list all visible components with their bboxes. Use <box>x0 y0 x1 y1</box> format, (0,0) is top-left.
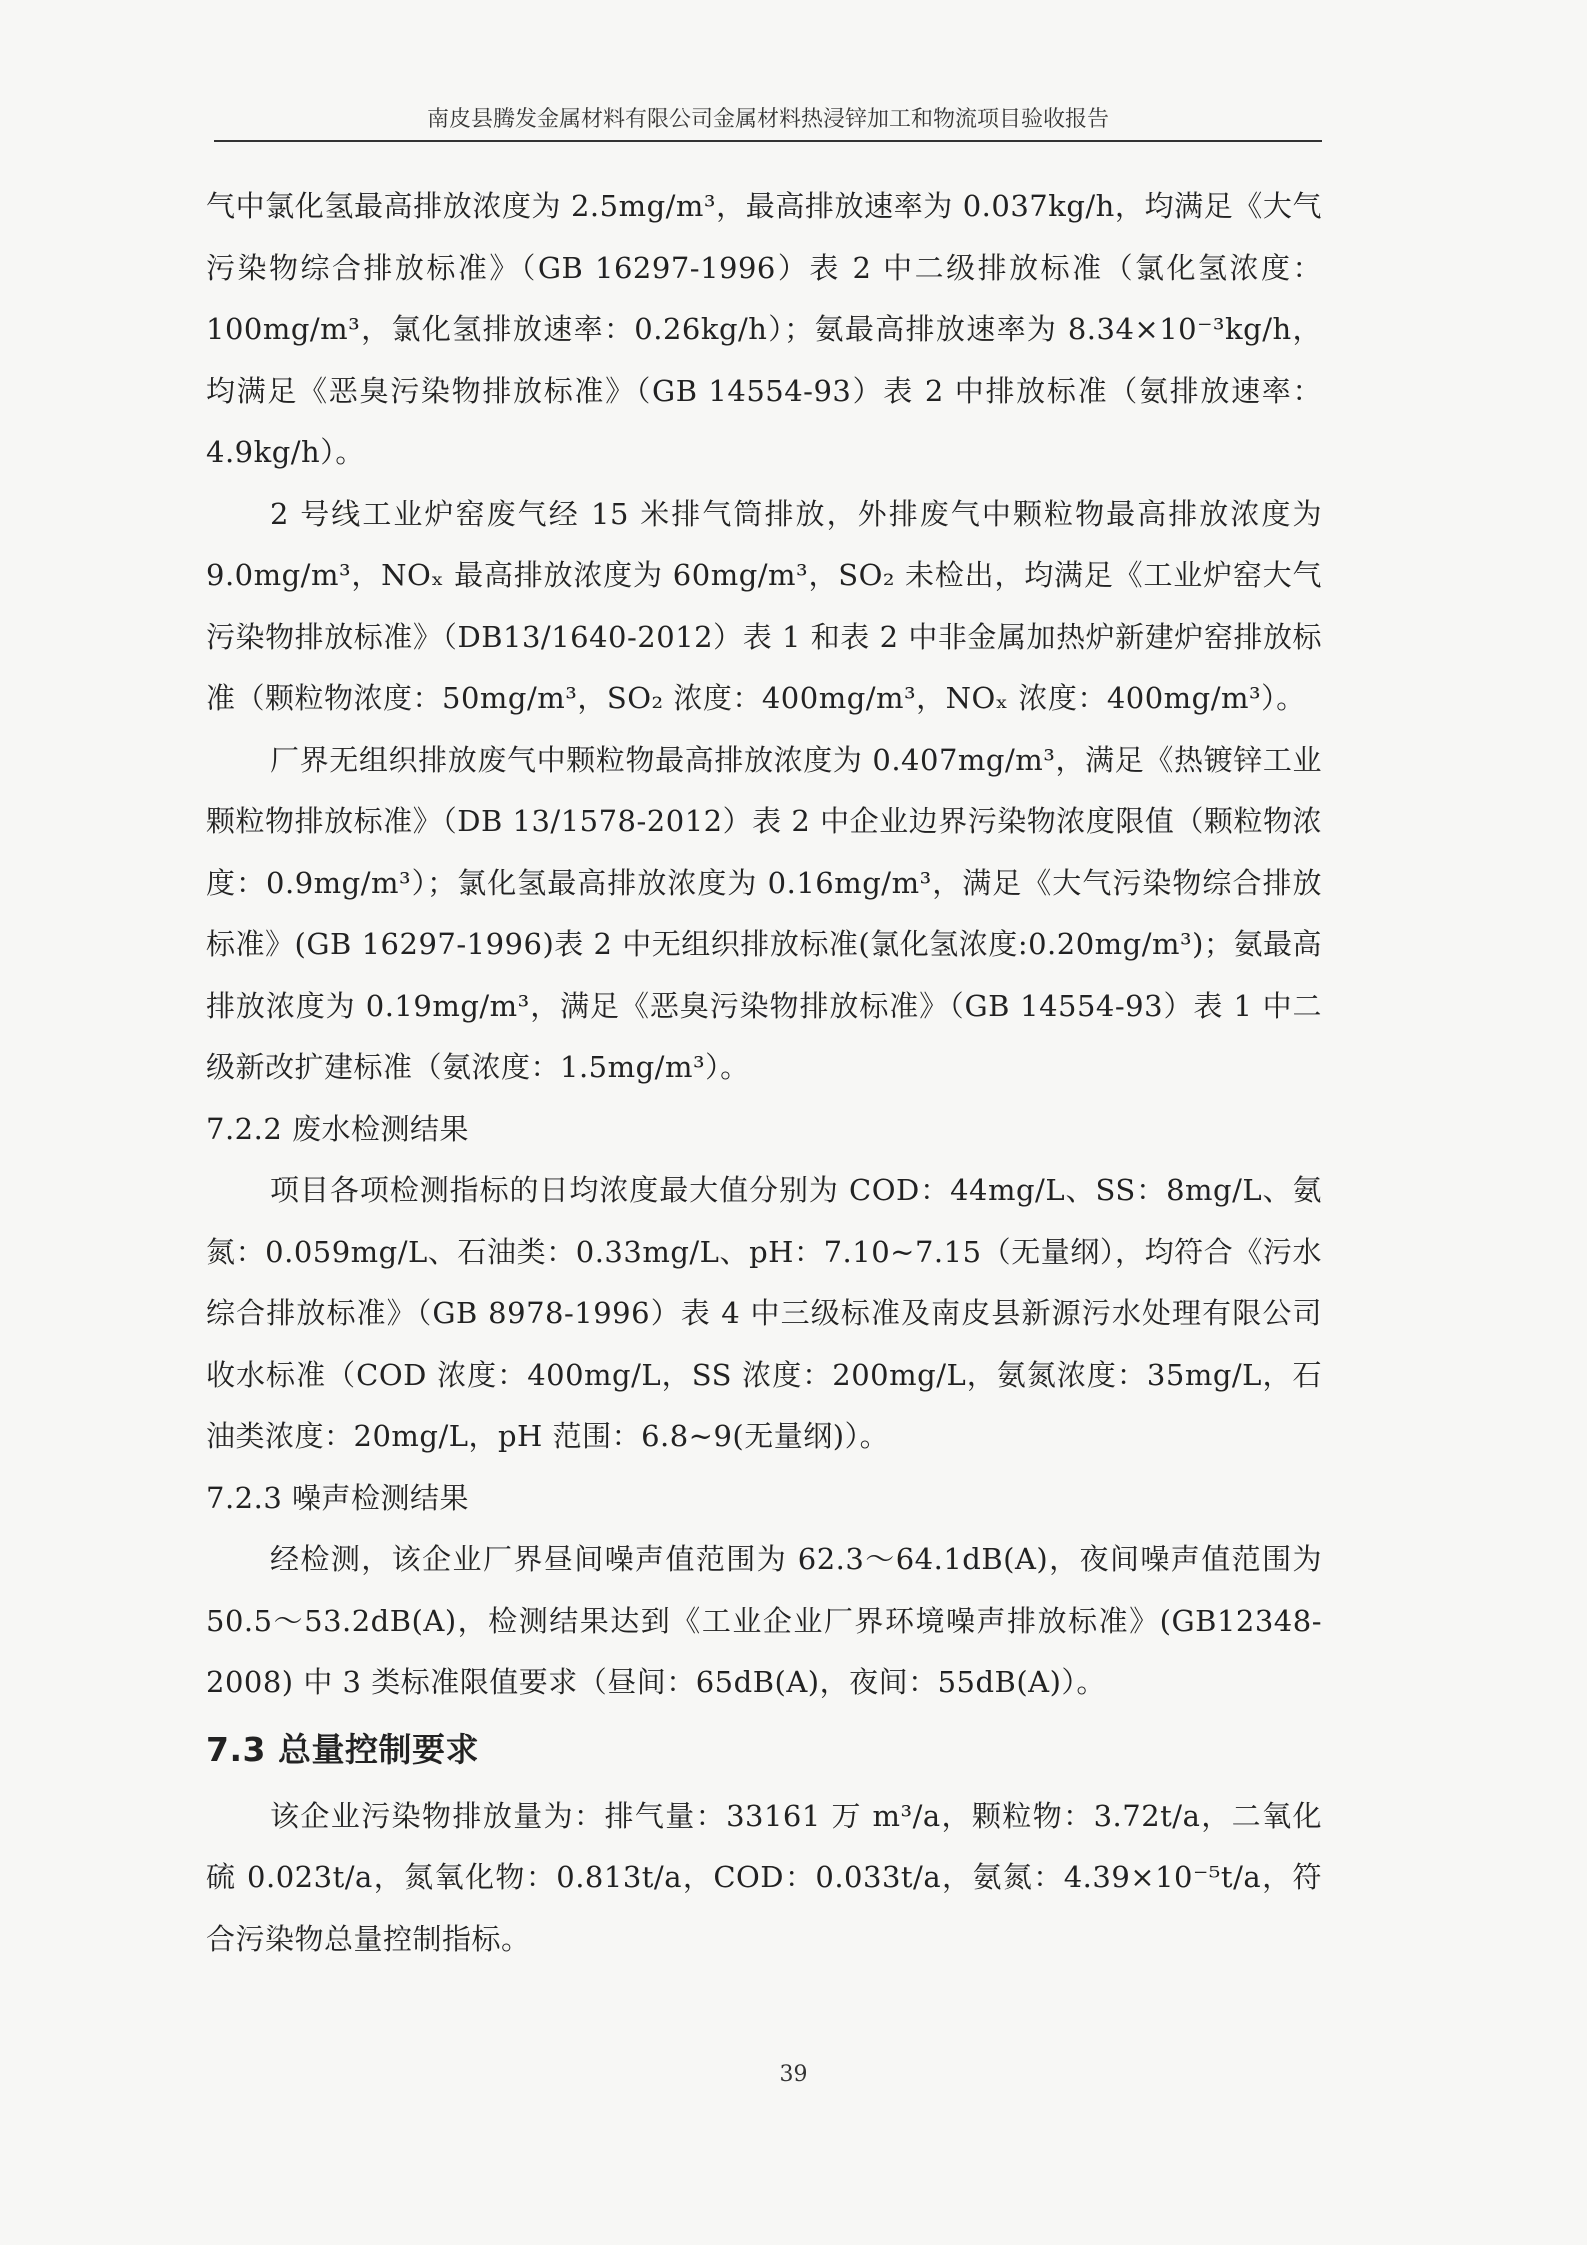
subheading-wastewater: 7.2.2 废水检测结果 <box>206 1111 470 1146</box>
paragraph-kiln-exhaust: 2 号线工业炉窑废气经 15 米排气筒排放，外排废气中颗粒物最高排放浓度为 9.0mg/m³，NOₓ 最高排放浓度为 60mg/m³，SO₂ 未检出，均满足《工业炉窑大气污染物排放标准》（DB13/1640-2012）表 1 和表 2 中非金属加热炉新建炉窑排放标准（颗粒物浓度：50mg/m³，SO₂ 浓度：400mg/m³，NOₓ 浓度：400mg/m³）。 <box>206 496 1322 715</box>
page-number: 39 <box>779 2062 808 2087</box>
paragraph-total-control: 该企业污染物排放量为：排气量：33161 万 m³/a，颗粒物：3.72t/a，二氧化硫 0.023t/a，氮氧化物：0.813t/a，COD：0.033t/a，氨氮：4.39×10⁻⁵t/a，符合污染物总量控制指标。 <box>206 1798 1322 1956</box>
paragraph-fugitive-emission: 厂界无组织排放废气中颗粒物最高排放浓度为 0.407mg/m³，满足《热镀锌工业颗粒物排放标准》（DB 13/1578-2012）表 2 中企业边界污染物浓度限值（颗粒物浓度：0.9mg/m³）；氯化氢最高排放浓度为 0.16mg/m³，满足《大气污染物综合排放标准》(GB 16297-1996)表 2 中无组织排放标准(氯化氢浓度:0.20mg/m³)；氨最高排放浓度为 0.19mg/m³，满足《恶臭污染物排放标准》（GB 14554-93）表 1 中二级新改扩建标准（氨浓度：1.5mg/m³）。 <box>206 742 1322 1084</box>
section-heading-total-control: 7.3 总量控制要求 <box>206 1729 479 1769</box>
running-header: 南皮县腾发金属材料有限公司金属材料热浸锌加工和物流项目验收报告 <box>426 107 1109 132</box>
paragraph-air-hcl-nh3: 气中氯化氢最高排放浓度为 2.5mg/m³，最高排放速率为 0.037kg/h，均满足《大气污染物综合排放标准》（GB 16297-1996）表 2 中二级排放标准（氯化氢浓度：100mg/m³，氯化氢排放速率：0.26kg/h）；氨最高排放速率为 8.34×10⁻³kg/h，均满足《恶臭污染物排放标准》（GB 14554-93）表 2 中排放标准（氨排放速率：4.9kg/h）。 <box>206 189 1322 469</box>
subheading-noise: 7.2.3 噪声检测结果 <box>206 1480 470 1515</box>
document-body <box>206 176 1322 1970</box>
paragraph-noise: 经检测，该企业厂界昼间噪声值范围为 62.3～64.1dB(A)，夜间噪声值范围为 50.5～53.2dB(A)，检测结果达到《工业企业厂界环境噪声排放标准》(GB12348-2008) 中 3 类标准限值要求（昼间：65dB(A)，夜间：55dB(A)）。 <box>206 1542 1322 1699</box>
paragraph-wastewater: 项目各项检测指标的日均浓度最大值分别为 COD：44mg/L、SS：8mg/L、氨氮：0.059mg/L、石油类：0.33mg/L、pH：7.10~7.15（无量纲），均符合《污水综合排放标准》（GB 8978-1996）表 4 中三级标准及南皮县新源污水处理有限公司收水标准（COD 浓度：400mg/L，SS 浓度：200mg/L，氨氮浓度：35mg/L，石油类浓度：20mg/L，pH 范围：6.8~9(无量纲)）。 <box>206 1173 1322 1453</box>
header-divider <box>214 140 1322 142</box>
